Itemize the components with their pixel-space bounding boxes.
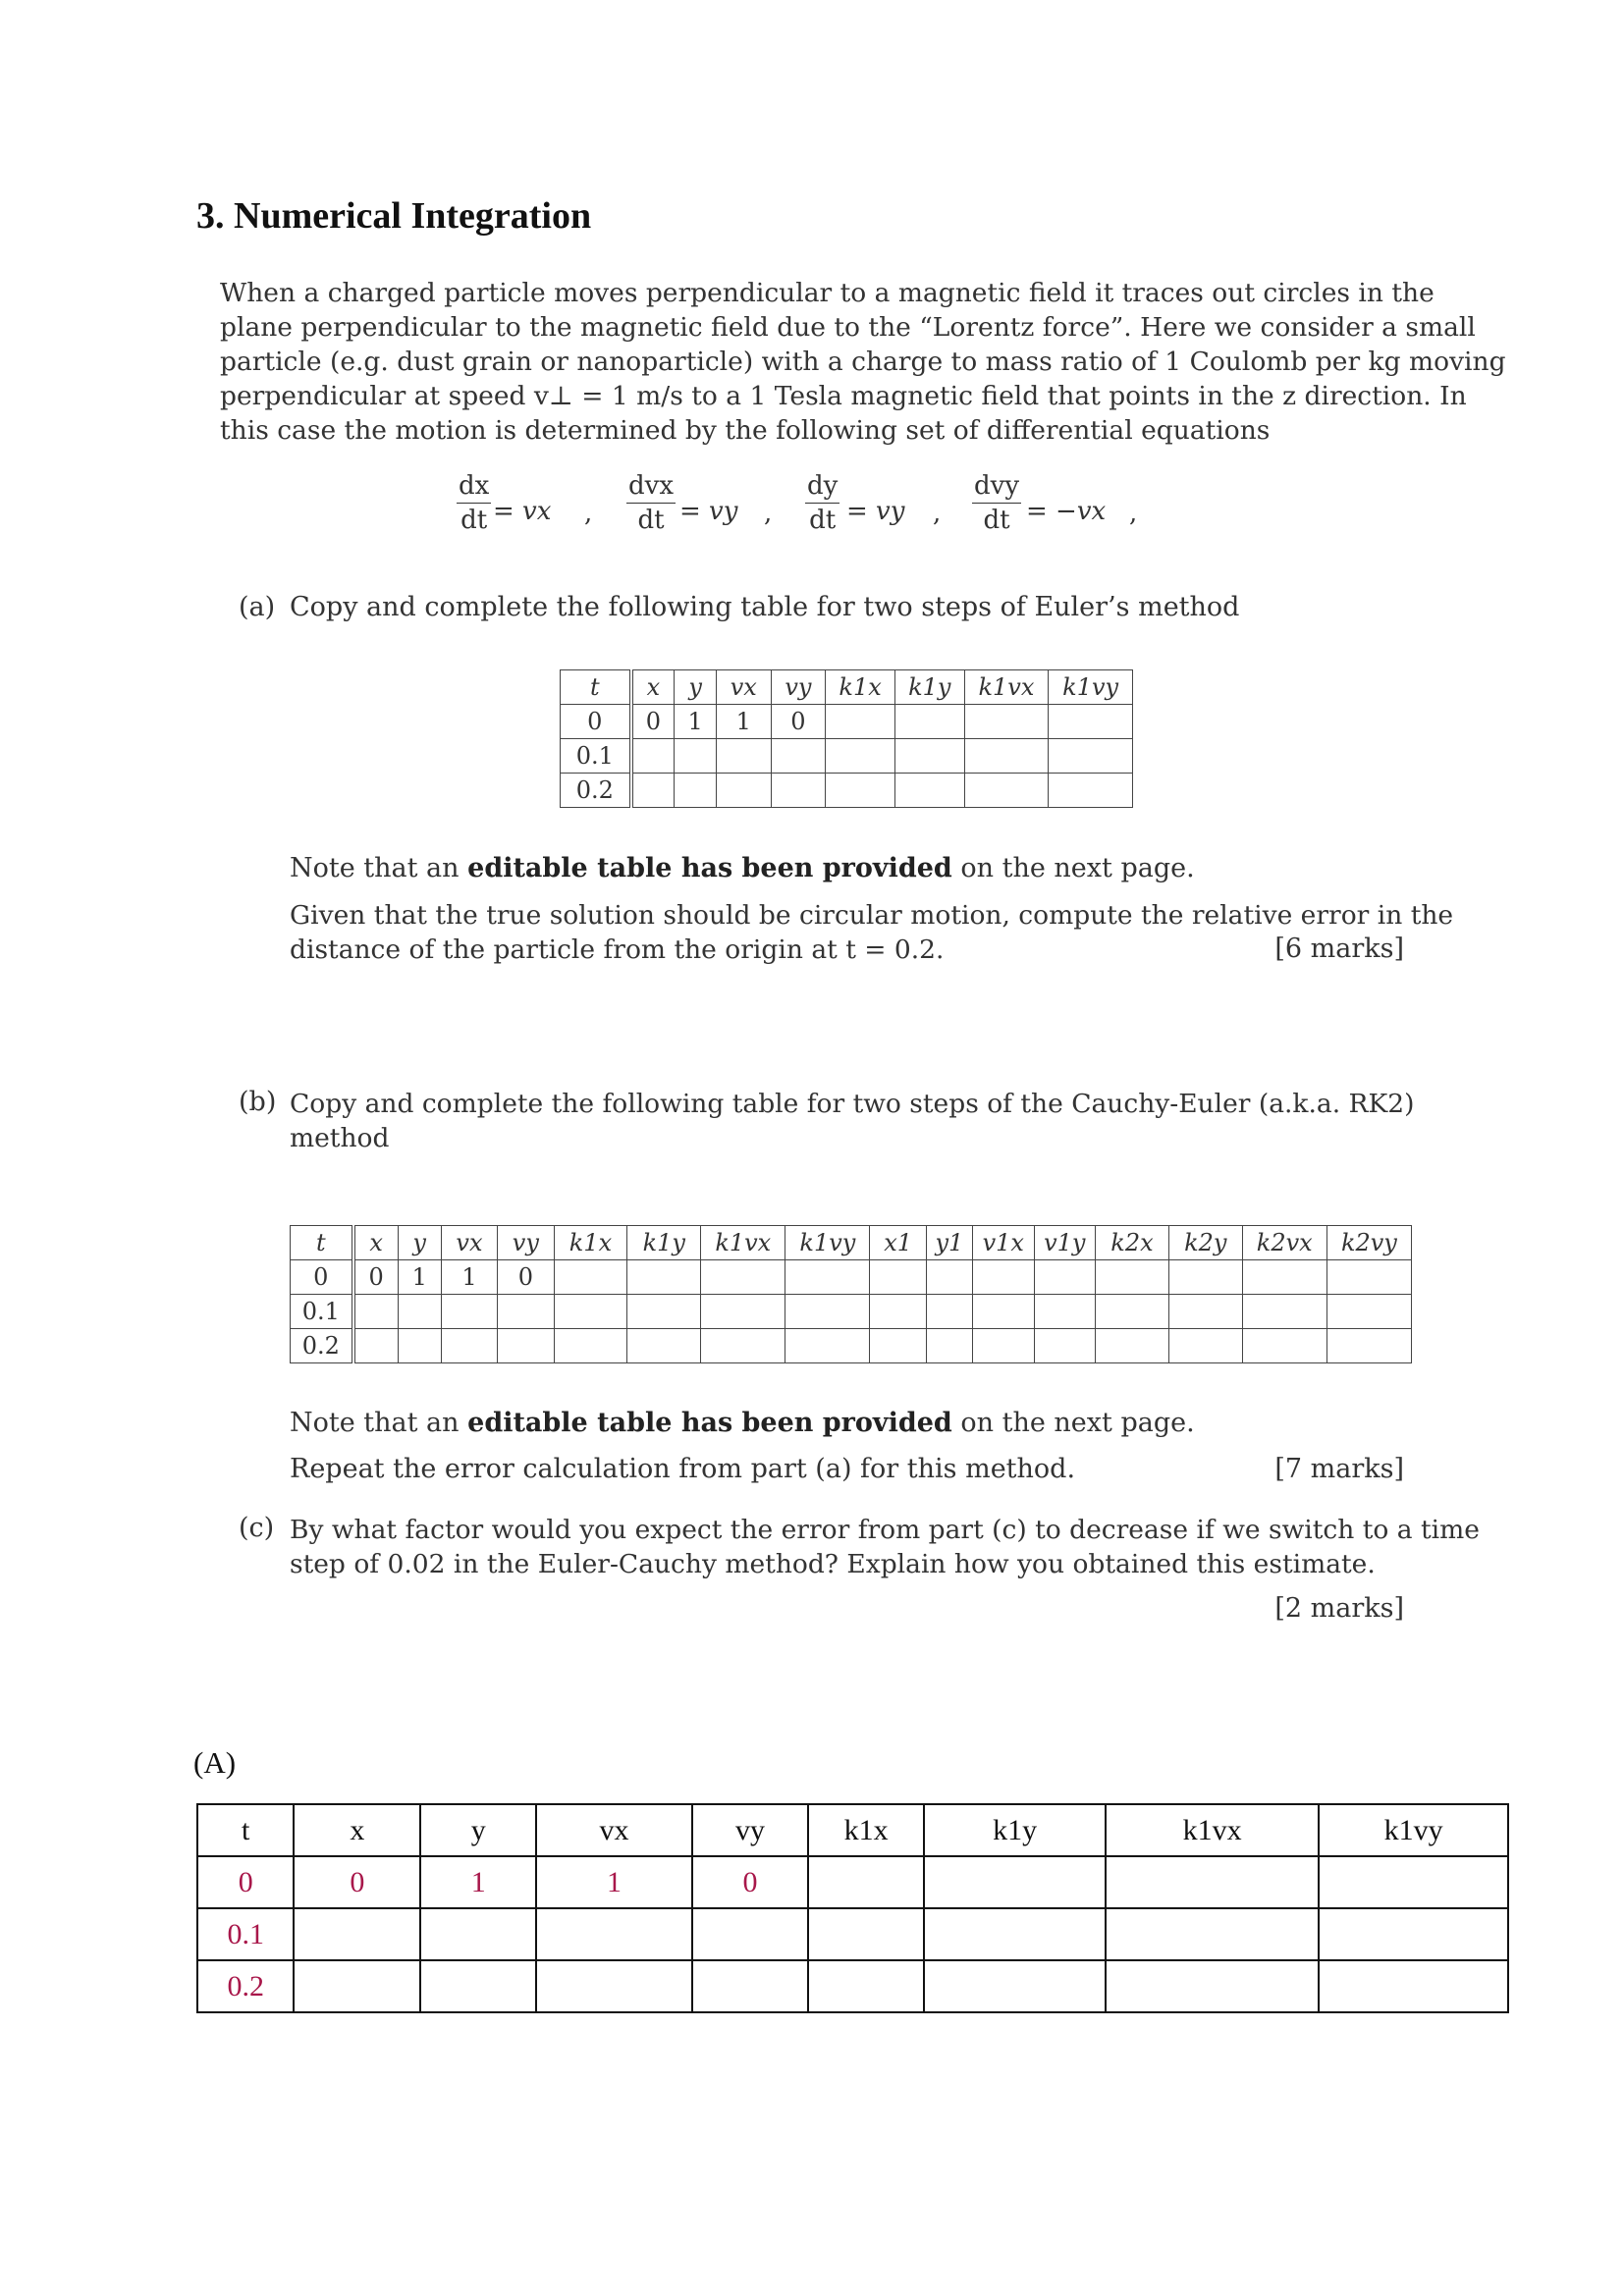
answer-cell[interactable]: 0 [294,1856,420,1908]
part-c-line: step of 0.02 in the Euler-Cauchy method? Explain how you obtained this estimate. [290,1549,1376,1579]
header-cell: k1vx [964,670,1049,705]
table-cell [972,1329,1034,1363]
answer-cell[interactable] [808,1908,924,1960]
answer-row [197,1856,1508,1908]
table-cell: 0.2 [561,774,631,808]
part-b-line: Copy and complete the following table for two steps of the Cauchy-Euler (a.k.a. RK2) [290,1089,1415,1119]
answer-cell[interactable] [536,1960,692,2012]
table-cell [1096,1329,1169,1363]
table-cell [398,1295,441,1329]
answer-cell[interactable] [1106,1908,1319,1960]
table-cell [870,1260,926,1295]
table-row [561,774,1133,808]
header-cell: k1vx [1106,1804,1319,1856]
answer-cell[interactable]: 1 [420,1856,536,1908]
table-cell [627,1295,701,1329]
table-cell [1096,1295,1169,1329]
answer-cell[interactable] [808,1856,924,1908]
answer-cell[interactable]: 0 [692,1856,808,1908]
table-cell [1034,1260,1096,1295]
table-cell [498,1329,554,1363]
table-cell [675,739,717,774]
table-cell [1034,1329,1096,1363]
equation-fraction: dvy dt [974,471,1020,535]
table-cell [675,774,717,808]
table-cell [1096,1260,1169,1295]
table-cell: 1 [398,1260,441,1295]
intro-line: particle (e.g. dust grain or nanoparticle) with a charge to mass ratio of 1 Coulomb per kg moving [220,347,1506,377]
table-cell [627,1260,701,1295]
part-b-line: method [290,1123,390,1153]
part-b-label: (b) [239,1087,277,1117]
table-cell [1049,774,1133,808]
table-cell [870,1295,926,1329]
intro-paragraph [220,276,1506,448]
equation-fraction: $\frac{dx}{dt}$ [459,471,490,535]
answer-cell[interactable] [294,1908,420,1960]
answer-cell[interactable] [536,1908,692,1960]
answer-row [197,1960,1508,2012]
part-b-question: Repeat the error calculation from part (a) for this method. [290,1454,1076,1484]
table-row [291,1295,1412,1329]
table-cell [701,1295,785,1329]
equation-separator: , [584,499,593,528]
header-cell: t [291,1226,353,1260]
answer-cell[interactable] [420,1908,536,1960]
table-cell [771,774,826,808]
table-cell [826,774,895,808]
table-cell [1326,1329,1411,1363]
equation-separator: , [764,499,773,528]
table-cell: 1 [675,705,717,739]
table-cell: 0.1 [291,1295,353,1329]
table-cell [1242,1260,1326,1295]
table-cell [972,1295,1034,1329]
header-cell: v1x [972,1226,1034,1260]
header-cell: vy [771,670,826,705]
table-cell [1168,1260,1242,1295]
part-b-text [290,1087,1415,1155]
table-cell: 0 [631,705,675,739]
table-cell [631,774,675,808]
answer-cell[interactable] [1106,1960,1319,2012]
table-cell [1034,1295,1096,1329]
table-cell [785,1329,870,1363]
table-cell [826,705,895,739]
section-heading: 3. Numerical Integration [196,195,592,237]
part-c-text [290,1513,1480,1581]
answer-cell[interactable] [1319,1960,1508,2012]
table-cell [964,774,1049,808]
table-cell: 1 [716,705,771,739]
table-cell: 0 [291,1260,353,1295]
table-cell [441,1329,497,1363]
table-cell [964,705,1049,739]
part-a-label: (a) [239,592,276,622]
table-cell [716,774,771,808]
table-cell [627,1329,701,1363]
header-cell: t [197,1804,294,1856]
header-cell: x [631,670,675,705]
header-cell: x [353,1226,399,1260]
answer-cell[interactable] [692,1908,808,1960]
answer-cell[interactable] [1319,1856,1508,1908]
header-cell: v1y [1034,1226,1096,1260]
header-cell: k1y [924,1804,1106,1856]
header-cell: k2vx [1242,1226,1326,1260]
table-cell [926,1295,972,1329]
table-cell [894,705,964,739]
equation-separator: , [1129,499,1138,528]
equation-separator: , [933,499,942,528]
answer-cell[interactable] [294,1960,420,2012]
intro-line: When a charged particle moves perpendicular to a magnetic field it traces out circles in the [220,278,1435,308]
table-cell [716,739,771,774]
table-cell [398,1329,441,1363]
answer-cell[interactable] [1319,1908,1508,1960]
table-cell [926,1260,972,1295]
header-cell: k1x [826,670,895,705]
question-line: distance of the particle from the origin at t = 0.2. [290,934,945,965]
answer-cell[interactable] [924,1908,1106,1960]
table-cell [1168,1295,1242,1329]
table-cell [826,739,895,774]
header-cell: vx [716,670,771,705]
intro-line: perpendicular at speed v⊥ = 1 m/s to a 1 Tesla magnetic field that points in the z direction. In [220,381,1467,411]
part-a-question [290,898,1454,967]
euler-table [560,669,1133,808]
table-cell [972,1260,1034,1295]
part-a-marks: [6 marks] [1274,934,1404,964]
rk2-table [290,1225,1412,1363]
table-cell [1326,1260,1411,1295]
table-header-row [561,670,1133,705]
header-cell: k1x [808,1804,924,1856]
table-cell: 0 [561,705,631,739]
equation-rhs: = −vx [1026,497,1107,526]
intro-line: plane perpendicular to the magnetic field due to the “Lorentz force”. Here we consider a small [220,312,1476,343]
answer-cell[interactable]: 0.1 [197,1908,294,1960]
header-cell: k1y [894,670,964,705]
answer-cell[interactable]: 0 [197,1856,294,1908]
table-cell [353,1295,399,1329]
answer-table [196,1803,1509,2013]
answer-cell[interactable] [808,1960,924,2012]
table-cell [771,739,826,774]
answer-header-row [197,1804,1508,1856]
table-row [561,705,1133,739]
table-cell [1049,739,1133,774]
equation-rhs: = vy [679,497,738,526]
table-cell [554,1329,627,1363]
table-cell: 0 [353,1260,399,1295]
table-cell [1326,1295,1411,1329]
table-cell [701,1260,785,1295]
table-cell [1242,1295,1326,1329]
table-cell [1242,1329,1326,1363]
answer-cell[interactable] [924,1856,1106,1908]
part-a-text: Copy and complete the following table for two steps of Euler’s method [290,592,1240,622]
table-cell [631,739,675,774]
answer-cell[interactable] [420,1960,536,2012]
table-cell [785,1260,870,1295]
answer-cell[interactable]: 1 [536,1856,692,1908]
table-cell [870,1329,926,1363]
answer-cell[interactable] [1106,1856,1319,1908]
header-cell: x1 [870,1226,926,1260]
part-a-note: Note that an editable table has been provided on the next page. [290,853,1195,883]
table-cell [785,1295,870,1329]
table-cell [1049,705,1133,739]
table-cell [1168,1329,1242,1363]
header-cell: y [398,1226,441,1260]
header-cell: vx [536,1804,692,1856]
table-cell [926,1329,972,1363]
equation-rhs: = vx [493,497,552,526]
header-cell: k1vy [1319,1804,1508,1856]
table-cell: 0 [498,1260,554,1295]
header-cell: k1vx [701,1226,785,1260]
table-cell [554,1260,627,1295]
table-cell: 0 [771,705,826,739]
part-b-note: Note that an editable table has been provided on the next page. [290,1408,1195,1438]
header-cell: k2y [1168,1226,1242,1260]
equation-rhs: = vy [846,497,905,526]
table-row [291,1329,1412,1363]
header-cell: x [294,1804,420,1856]
equation-fraction: $\frac{dy}{dt}$ [807,471,839,535]
header-cell: k2vy [1326,1226,1411,1260]
table-cell [964,739,1049,774]
header-cell: k2x [1096,1226,1169,1260]
header-cell: k1x [554,1226,627,1260]
table-row [291,1260,1412,1295]
question-line: Given that the true solution should be circular motion, compute the relative error in the [290,900,1454,931]
table-cell: 1 [441,1260,497,1295]
intro-line: this case the motion is determined by the following set of differential equations [220,415,1271,446]
table-cell [441,1295,497,1329]
header-cell: vy [692,1804,808,1856]
header-cell: y [675,670,717,705]
header-cell: k1vy [1049,670,1133,705]
answer-cell[interactable] [924,1960,1106,2012]
table-cell: 0.2 [291,1329,353,1363]
part-c-marks: [2 marks] [1274,1593,1404,1624]
table-cell [894,739,964,774]
table-row [561,739,1133,774]
table-cell [498,1295,554,1329]
header-cell: t [561,670,631,705]
equation-fraction: dvx dt [628,471,674,535]
header-cell: y1 [926,1226,972,1260]
part-c-label: (c) [239,1513,275,1543]
part-c-line: By what factor would you expect the error from part (c) to decrease if we switch to a time [290,1515,1480,1545]
answer-cell[interactable]: 0.2 [197,1960,294,2012]
answer-label: (A) [193,1745,237,1780]
table-cell [353,1329,399,1363]
header-cell: vy [498,1226,554,1260]
answer-cell[interactable] [692,1960,808,2012]
table-cell [894,774,964,808]
header-cell: vx [441,1226,497,1260]
answer-row [197,1908,1508,1960]
table-cell [701,1329,785,1363]
header-cell: k1vy [785,1226,870,1260]
table-header-row [291,1226,1412,1260]
table-cell [554,1295,627,1329]
header-cell: y [420,1804,536,1856]
header-cell: k1y [627,1226,701,1260]
part-b-marks: [7 marks] [1274,1454,1404,1484]
table-cell: 0.1 [561,739,631,774]
